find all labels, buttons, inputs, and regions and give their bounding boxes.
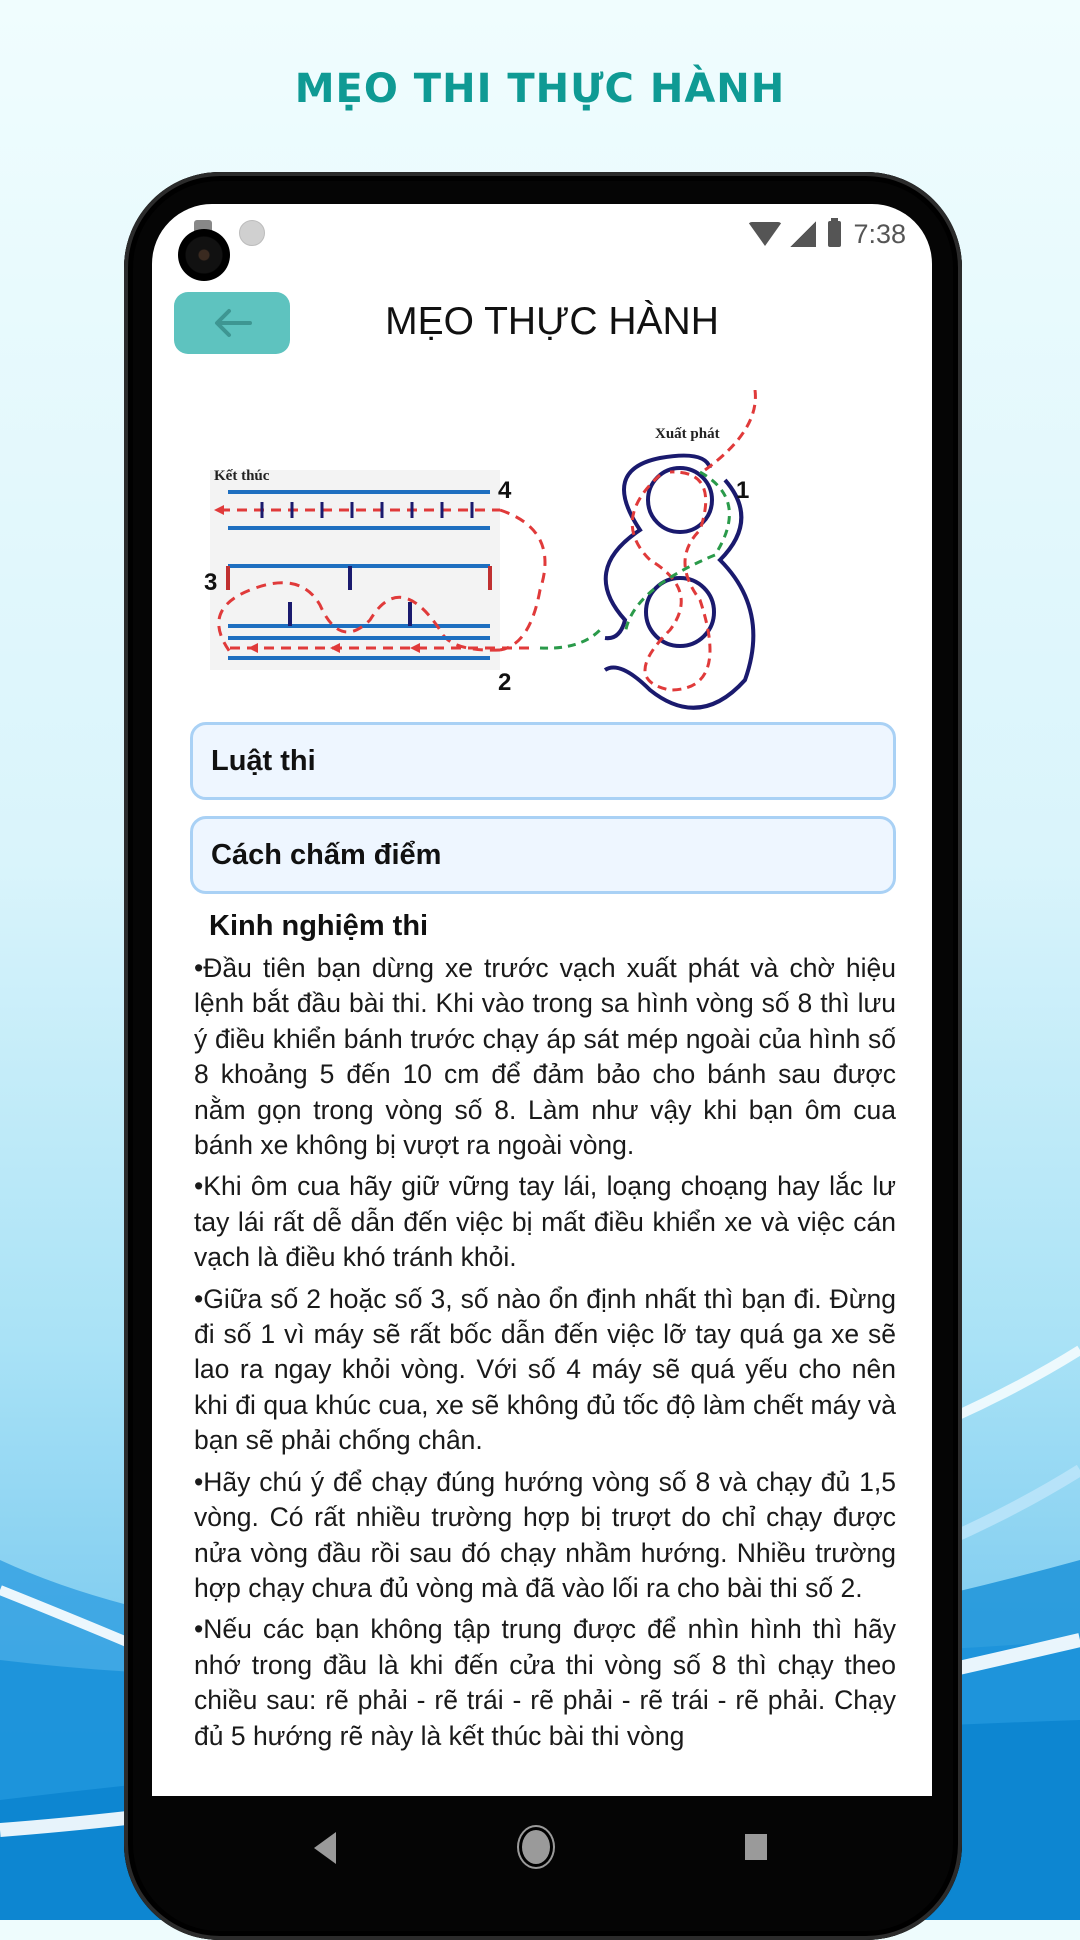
tip-paragraph: •Nếu các bạn không tập trung được để nhìn hình thì hãy nhớ trong đầu là khi đến cửa thi vòng số 8 thì chạy theo chiều sau: rẽ phải - rẽ trái - rẽ phải - rẽ trái - rẽ phải. Chạy đủ 5 hướng rẽ này là kết thúc bài thi vòng bbox=[194, 1614, 896, 1751]
label-end: Kết thúc bbox=[214, 468, 270, 484]
page-title: MẸO THỰC HÀNH bbox=[385, 300, 719, 343]
sensor-icon bbox=[239, 220, 265, 246]
section-card-rules[interactable] bbox=[190, 722, 896, 800]
app-screen bbox=[152, 204, 932, 1796]
tip-paragraph: •Hãy chú ý để chạy đúng hướng vòng số 8 và chạy đủ 1,5 vòng. Có rất nhiều trường hợp bị trượt do chỉ chạy được nửa vòng đầu rồi sau đó chạy nhầm hướng. Nhiều trường hợp chạy chưa đủ vòng mà đã vào lối ra cho bài thi số 2. bbox=[194, 1466, 896, 1603]
status-bar bbox=[748, 214, 906, 254]
promo-title: MẸO THI THỰC HÀNH bbox=[294, 66, 786, 112]
camera-icon bbox=[178, 229, 230, 281]
tip-paragraph: •Khi ôm cua hãy giữ vững tay lái, loạng choạng hay lắc lư tay lái rất dễ dẫn đến việc bị mất điều khiển xe và việc cán vạch là điều khó tránh khỏi. bbox=[194, 1171, 896, 1273]
section-card-label: Luật thi bbox=[211, 744, 316, 777]
battery-icon bbox=[828, 221, 841, 247]
status-time: 7:38 bbox=[853, 218, 906, 249]
figure-eight-track bbox=[605, 456, 753, 708]
tip-paragraph: •Đầu tiên bạn dừng xe trước vạch xuất phát và chờ hiệu lệnh bắt đầu bài thi. Khi vào trong sa hình vòng số 8 thì lưu ý điều khiển bánh trước chạy áp sát mép ngoài của hình số 8 khoảng 5 đến 10 cm để đảm bảo cho bánh sau được nằm gọn trong vòng số 8. Làm như vậy khi bạn ôm cua bánh xe không bị vượt ra ngoài vòng. bbox=[194, 953, 896, 1161]
experience-content bbox=[194, 951, 896, 1760]
system-nav-bar bbox=[152, 1796, 932, 1896]
section-card-scoring[interactable] bbox=[190, 816, 896, 894]
lane-number-4: 4 bbox=[498, 477, 512, 504]
wifi-icon bbox=[748, 222, 782, 246]
track-diagram bbox=[200, 390, 900, 710]
recents-square-icon[interactable] bbox=[745, 1834, 767, 1860]
label-start: Xuất phát bbox=[655, 426, 720, 442]
back-triangle-icon[interactable] bbox=[314, 1832, 336, 1864]
tip-paragraph: •Giữa số 2 hoặc số 3, số nào ổn định nhất thì bạn đi. Đừng đi số 1 vì máy sẽ rất bốc dẫn đến việc lỡ tay quá ga xe sẽ lao ra ngay khỏi vòng. Với số 4 máy sẽ quá yếu cho nên khi đi qua khúc cua, xe sẽ không đủ tốc độ làm chết máy và bạn sẽ phải chống chân. bbox=[194, 1283, 896, 1456]
lane-number-1: 1 bbox=[736, 477, 750, 504]
experience-heading: Kinh nghiệm thi bbox=[209, 910, 429, 942]
lane-number-3: 3 bbox=[204, 569, 218, 596]
section-card-label: Cách chấm điểm bbox=[211, 838, 442, 871]
lane-number-2: 2 bbox=[498, 669, 512, 696]
home-circle-icon[interactable] bbox=[522, 1830, 550, 1864]
signal-icon bbox=[790, 221, 816, 247]
